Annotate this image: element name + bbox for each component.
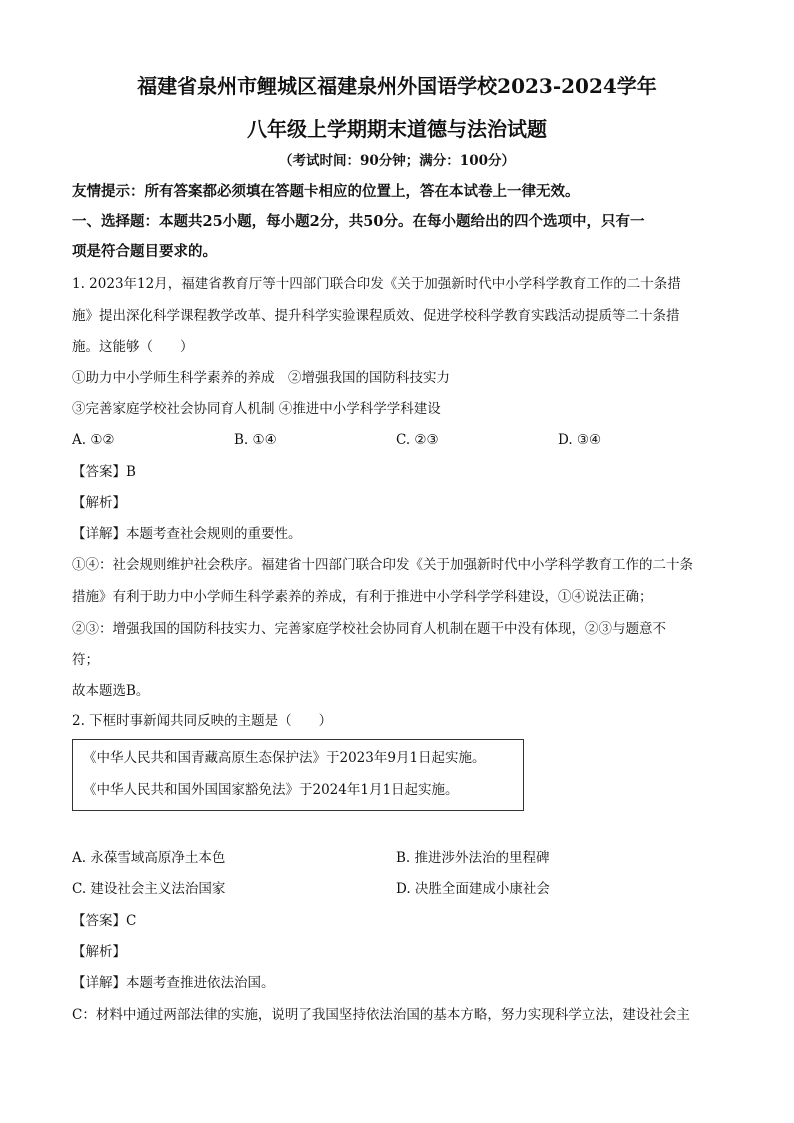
q2-analysis: 【解析】 (72, 944, 126, 960)
q2-option-b: B. 推进涉外法治的里程碑 (396, 850, 550, 866)
q1-item-line-1: ①助力中小学师生科学素养的养成 ②增强我国的国防科技实力 (72, 370, 450, 386)
q2-stem: 2. 下框时事新闻共同反映的主题是（ ） (72, 713, 333, 729)
section-heading-line-1: 一、选择题：本题共25小题，每小题2分，共50分。在每小题给出的四个选项中，只有一 (72, 213, 645, 230)
q2-option-a: A. 永葆雪域高原净土本色 (72, 850, 226, 866)
q2-option-d: D. 决胜全面建成小康社会 (396, 881, 550, 897)
q1-stem-line-2: 施》提出深化科学课程教学改革、提升科学实验课程质效、促进学校科学教育实践活动提质等二十条措 (72, 308, 680, 324)
q1-analysis: 【解析】 (72, 495, 126, 511)
q1-explanation-line-1: ①④：社会规则维护社会秩序。福建省十四部门联合印发《关于加强新时代中小学科学教育工作的二十条 (72, 557, 693, 573)
q1-option-c: C. ②③ (396, 432, 439, 448)
title-line-2: 八年级上学期期末道德与法治试题 (247, 117, 547, 141)
q1-stem-line-1: 1. 2023年12月，福建省教育厅等十四部门联合印发《关于加强新时代中小学科学教育工作的二十条措 (72, 276, 681, 292)
q1-explanation-line-2: 措施》有利于助力中小学师生科学素养的养成，有利于推进中小学科学学科建设，①④说法正确； (72, 589, 653, 605)
title-line-1: 福建省泉州市鲤城区福建泉州外国语学校2023-2024学年 (137, 74, 657, 98)
notice: 友情提示：所有答案都必须填在答题卡相应的位置上，答在本试卷上一律无效。 (72, 183, 580, 200)
q2-box-line-1: 《中华人民共和国青藏高原生态保护法》于2023年9月1日起实施。 (83, 750, 486, 766)
q1-option-a: A. ①② (72, 432, 115, 448)
q1-item-line-2: ③完善家庭学校社会协同育人机制 ④推进中小学科学学科建设 (72, 401, 441, 417)
q1-option-d: D. ③④ (558, 432, 602, 448)
q1-answer: 【答案】B (72, 464, 136, 480)
q2-news-box (72, 739, 524, 811)
q1-conclusion: 故本题选B。 (72, 683, 150, 699)
q1-detail: 【详解】本题考查社会规则的重要性。 (72, 526, 302, 542)
q1-explanation-line-4: 符； (72, 652, 99, 668)
q2-explanation-line-1: C：材料中通过两部法律的实施，说明了我国坚持依法治国的基本方略，努力实现科学立法，建设社会主 (72, 1007, 690, 1023)
section-heading-line-2: 项是符合题目要求的。 (72, 243, 217, 260)
q2-option-c: C. 建设社会主义法治国家 (72, 881, 226, 897)
exam-info: （考试时间：90分钟；满分：100分） (279, 153, 515, 169)
q1-explanation-line-3: ②③：增强我国的国防科技实力、完善家庭学校社会协同育人机制在题干中没有体现，②③与题意不 (72, 621, 666, 637)
q1-stem-line-3: 施。这能够（ ） (72, 339, 194, 355)
q2-box-line-2: 《中华人民共和国外国国家豁免法》于2024年1月1日起实施。 (83, 782, 459, 798)
q2-answer: 【答案】C (72, 913, 137, 929)
q1-option-b: B. ①④ (234, 432, 277, 448)
q2-detail: 【详解】本题考查推进依法治国。 (72, 975, 275, 991)
